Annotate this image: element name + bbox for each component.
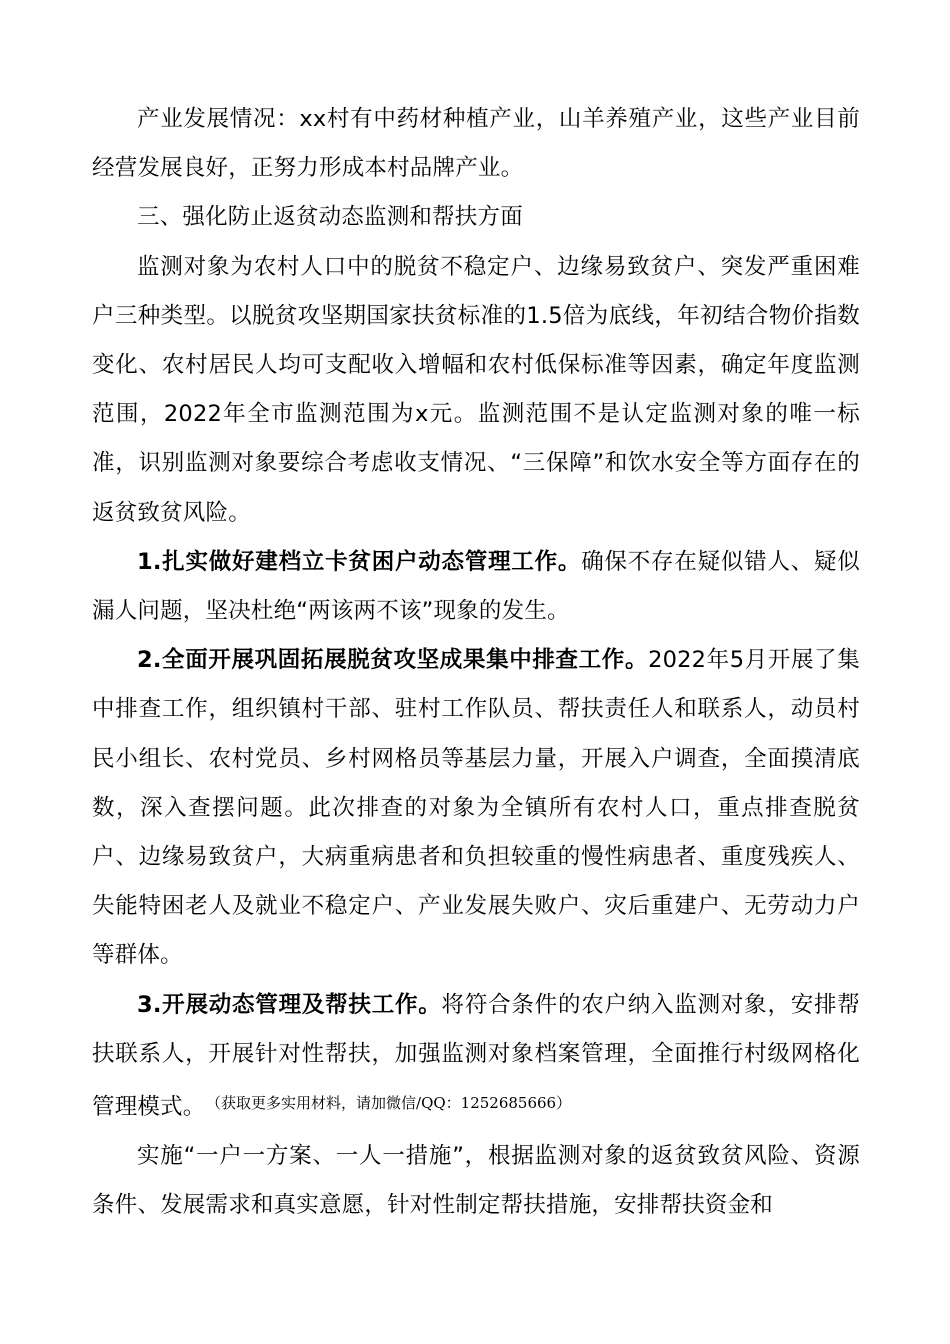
paragraph-item-3 xyxy=(92,981,860,1133)
item-2-title: 2.全面开展巩固拓展脱贫攻坚成果集中排查工作。 xyxy=(137,647,649,674)
paragraph-item-1 xyxy=(92,538,860,636)
item-1-title: 1.扎实做好建档立卡贫困户动态管理工作。 xyxy=(137,548,582,575)
document-page xyxy=(92,95,860,1231)
item-3-title: 3.开展动态管理及帮扶工作。 xyxy=(137,991,442,1018)
paragraph-monitoring-scope: 监测对象为农村人口中的脱贫不稳定户、边缘易致贫户、突发严重困难户三种类型。以脱贫攻坚期国家扶贫标准的1.5倍为底线，年初结合物价指数变化、农村居民人均可支配收入增幅和农村低保标准等因素，确定年度监测范围，2022年全市监测范围为x元。监测范围不是认定监测对象的唯一标准，识别监测对象要综合考虑收支情况、“三保障”和饮水安全等方面存在的返贫致贫风险。 xyxy=(92,253,860,526)
item-2-text: 2022年5月开展了集中排查工作，组织镇村干部、驻村工作队员、帮扶责任人和联系人，动员村民小组长、农村党员、乡村网格员等基层力量，开展入户调查，全面摸清底数，深入查摆问题。此次排查的对象为全镇所有农村人口，重点排查脱贫户、边缘易致贫户，大病重病患者和负担较重的慢性病患者、重度残疾人、失能特困老人及就业不稳定户、产业发展失败户、灾后重建户、无劳动力户等群体。 xyxy=(92,647,861,969)
section-heading: 三、强化防止返贫动态监测和帮扶方面 xyxy=(137,204,523,231)
item-3-text: 将符合条件的农户纳入监测对象，安排帮扶联系人，开展针对性帮扶，加强监测对象档案管理，全面推行村级网格化管理模式。 xyxy=(92,991,860,1121)
item-1-text: 确保不存在疑似错人、疑似漏人问题，坚决杜绝“两该两不该”现象的发生。 xyxy=(92,548,860,625)
paragraph-item-2 xyxy=(92,636,860,980)
paragraph-industry: 产业发展情况：xx村有中药材种植产业，山羊养殖产业，这些产业目前经营发展良好，正努力形成本村品牌产业。 xyxy=(92,106,860,182)
contact-note: （获取更多实用材料，请加微信/QQ：1252685666） xyxy=(213,1094,572,1113)
paragraph-measures: 实施“一户一方案、一人一措施”，根据监测对象的返贫致贫风险、资源条件、发展需求和真实意愿，针对性制定帮扶措施，安排帮扶资金和 xyxy=(92,1143,860,1219)
